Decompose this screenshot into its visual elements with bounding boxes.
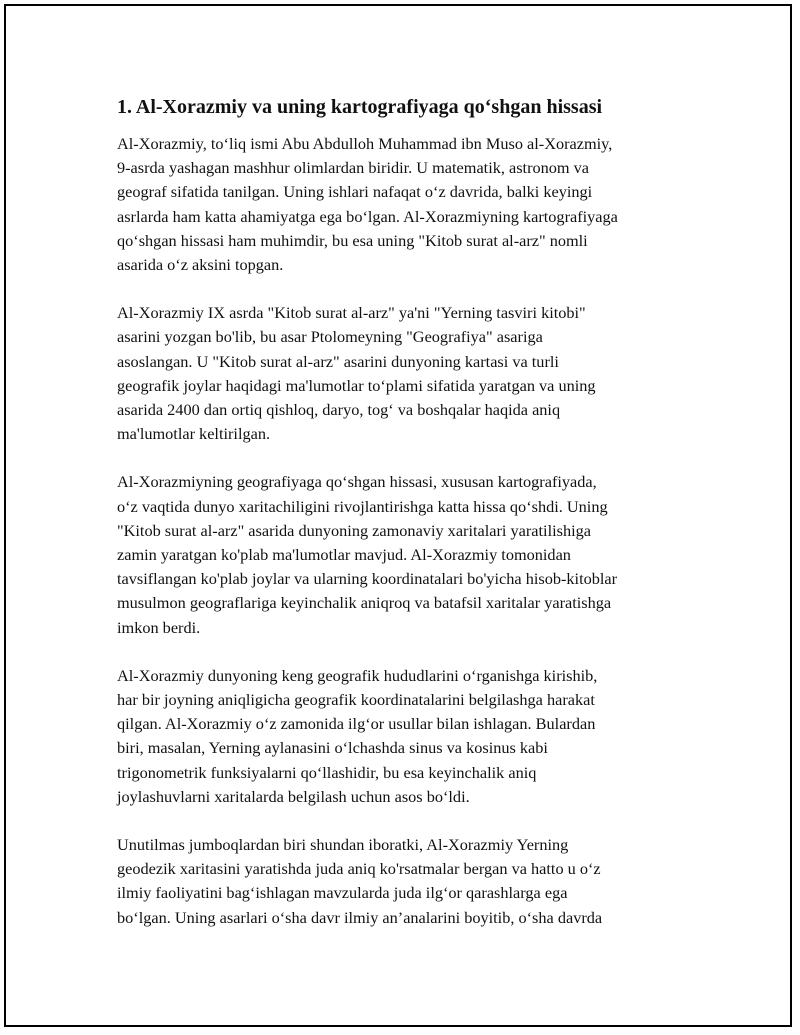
paragraph-3 — [117, 470, 697, 639]
text-line: ma'lumotlar keltirilgan. — [117, 424, 271, 444]
text-line: tavsiflangan ko'plab joylar va ularning koordinatalari bo'yicha hisob-kitoblar — [117, 569, 618, 589]
text-line: asarida o‘z aksini topgan. — [117, 255, 284, 275]
text-line: biri, masalan, Yerning aylanasini o‘lchashda sinus va kosinus kabi — [117, 738, 548, 758]
text-line: Unutilmas jumboqlardan biri shundan iboratki, Al-Xorazmiy Yerning — [117, 835, 569, 855]
text-line: Al-Xorazmiy, to‘liq ismi Abu Abdulloh Muhammad ibn Muso al-Xorazmiy, — [117, 134, 613, 153]
text-line: "Kitob surat al-arz" asarida dunyoning zamonaviy xaritalari yaratilishiga — [117, 520, 591, 540]
paragraph-1 — [117, 132, 697, 277]
text-line: imkon berdi. — [117, 617, 201, 637]
text-line: o‘z vaqtida dunyo xaritachiligini rivojlantirishga katta hissa qo‘shdi. Uning — [117, 496, 608, 516]
text-line: joylashuvlarni xaritalarda belgilash uchun asos bo‘ldi. — [117, 786, 470, 806]
text-line: asarini yozgan bo'lib, bu asar Ptolomeyning "Geografiya" asariga — [117, 327, 543, 347]
text-line: har bir joyning aniqligicha geografik koordinatalarini belgilashga harakat — [117, 690, 595, 710]
text-line: Al-Xorazmiy dunyoning keng geografik hududlarini o‘rganishga kirishib, — [117, 665, 598, 685]
text-line: bo‘lgan. Uning asarlari o‘sha davr ilmiy an’analarini boyitib, o‘sha davrda — [117, 907, 603, 927]
text-line: zamin yaratgan ko'plab ma'lumotlar mavjud. Al-Xorazmiy tomonidan — [117, 545, 571, 565]
text-line: geograf sifatida tanilgan. Uning ishlari nafaqat o‘z davrida, balki keyingi — [117, 182, 593, 202]
text-line: Al-Xorazmiyning geografiyaga qo‘shgan hissasi, xususan kartografiyada, — [117, 472, 597, 492]
text-line: trigonometrik funksiyalarni qo‘llashidir, bu esa keyinchalik aniq — [117, 762, 537, 782]
text-line: asrlarda ham katta ahamiyatga ega bo‘lgan. Al-Xorazmiyning kartografiyaga — [117, 206, 618, 226]
document-body — [117, 94, 697, 954]
text-line: musulmon geograflariga keyinchalik aniqroq va batafsil xaritalar yaratishga — [117, 593, 612, 613]
text-line: qilgan. Al-Xorazmiy o‘z zamonida ilg‘or usullar bilan ishlagan. Bulardan — [117, 714, 596, 734]
paragraph-4 — [117, 664, 697, 809]
text-line: 9-asrda yashagan mashhur olimlardan biridir. U matematik, astronom va — [117, 158, 590, 178]
paragraph-5 — [117, 833, 697, 930]
text-line: qo‘shgan hissasi ham muhimdir, bu esa uning "Kitob surat al-arz" nomli — [117, 230, 588, 250]
text-line: asarida 2400 dan ortiq qishloq, daryo, tog‘ va boshqalar haqida aniq — [117, 400, 561, 420]
text-line: ilmiy faoliyatini bag‘ishlagan mavzularda juda ilg‘or qarashlarga ega — [117, 883, 568, 903]
text-line: geografik joylar haqidagi ma'lumotlar to‘plami sifatida yaratgan va uning — [117, 375, 596, 395]
text-line: asoslangan. U "Kitob surat al-arz" asarini dunyoning kartasi va turli — [117, 351, 559, 371]
text-line: Al-Xorazmiy IX asrda "Kitob surat al-arz" ya'ni "Yerning tasviri kitobi" — [117, 303, 586, 323]
paragraph-2 — [117, 301, 697, 446]
section-title: 1. Al-Xorazmiy va uning kartografiyaga qo‘shgan hissasi — [117, 96, 603, 118]
text-line: geodezik xaritasini yaratishda juda aniq ko'rsatmalar bergan va hatto u o‘z — [117, 859, 601, 879]
